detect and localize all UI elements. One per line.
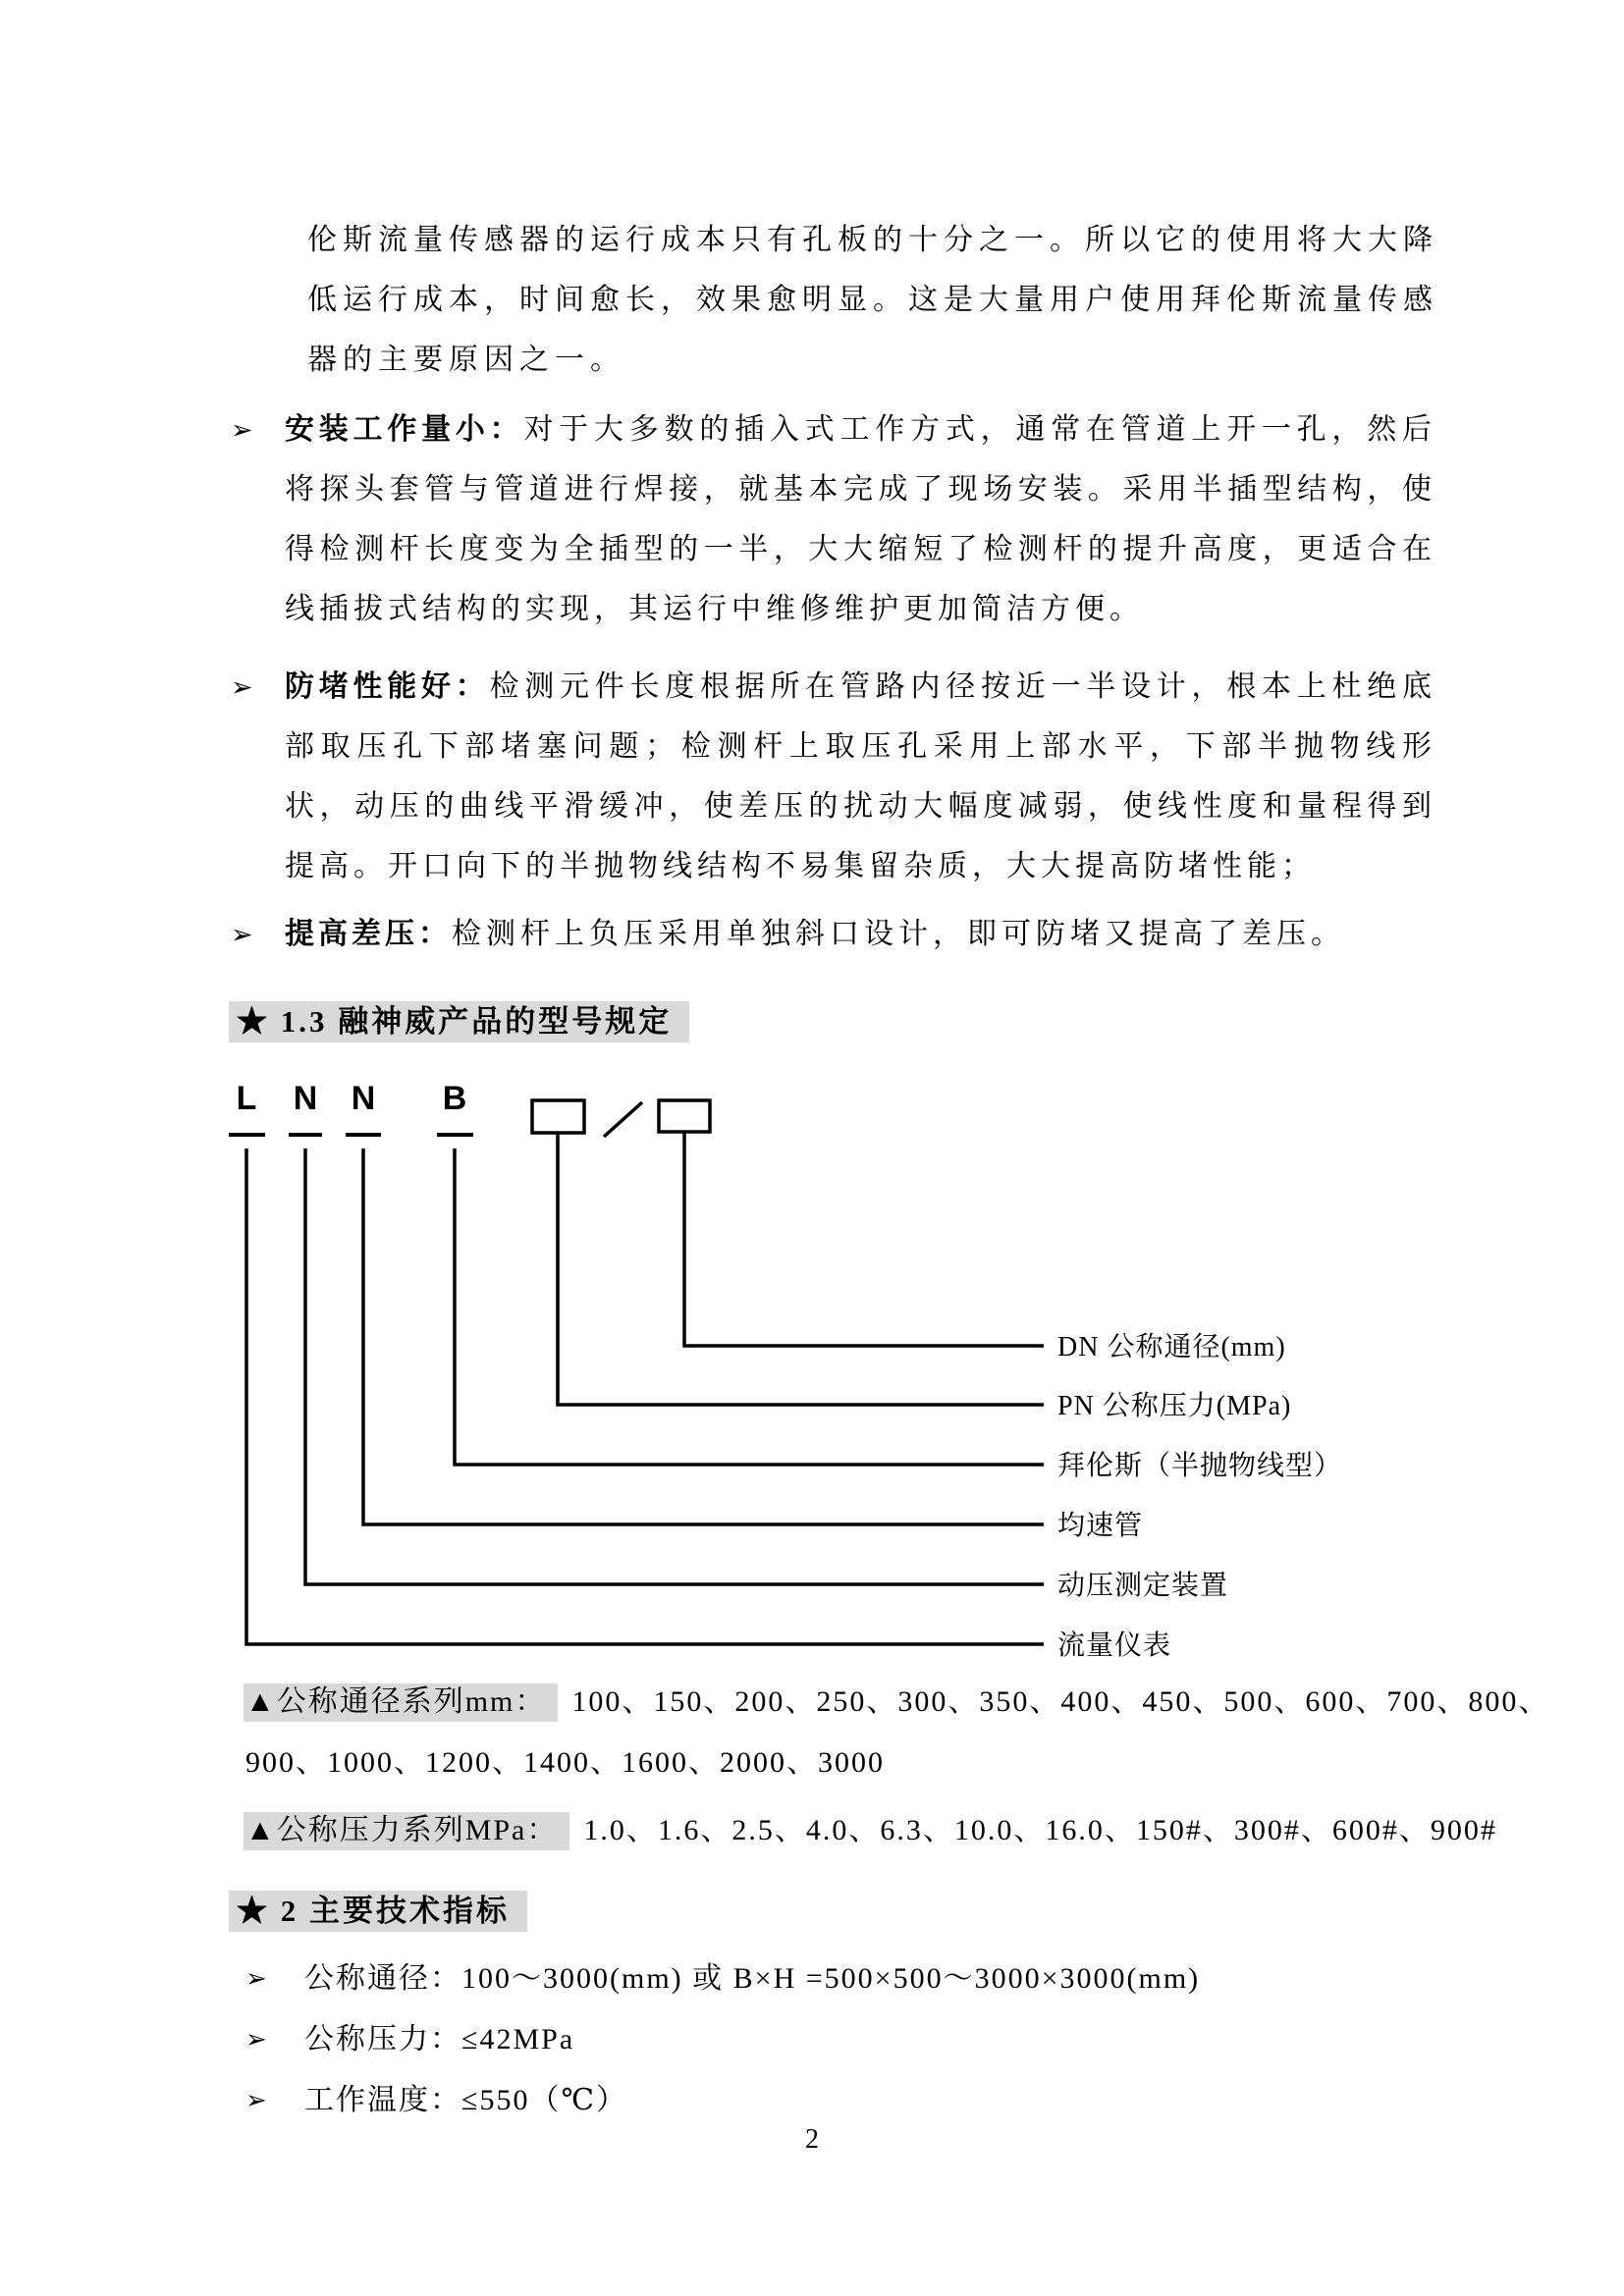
connector-line-n2 — [363, 1148, 1044, 1524]
diagram-label-dn-diameter: DN 公称通径(mm) — [1057, 1332, 1286, 1362]
connector-line-dn — [684, 1132, 1044, 1346]
diameter-series-row — [244, 1681, 1549, 1724]
arrow-bullet-icon: ➢ — [245, 1964, 269, 1994]
arrow-bullet-icon: ➢ — [245, 2025, 269, 2055]
model-code-diagram — [0, 1070, 1624, 1688]
connector-line-l — [246, 1148, 1044, 1644]
code-letter-l: L — [236, 1080, 257, 1117]
connector-line-b — [455, 1148, 1044, 1465]
feature-bullet-diffpressure — [231, 904, 1436, 964]
arrow-bullet-icon: ➢ — [231, 672, 253, 703]
diagram-label-flow-instrument: 流量仪表 — [1057, 1630, 1172, 1661]
section-heading-model-designation: ★ 1.3 融神威产品的型号规定 — [229, 1001, 689, 1042]
pressure-series-label: ▲公称压力系列MPa： — [244, 1812, 569, 1850]
diagram-label-averaging-tube: 均速管 — [1057, 1511, 1144, 1541]
feature-text: 检测元件长度根据所在管路内径按近一半设计，根本上杜绝底部取压孔下部堵塞问题；检测杆上取压孔采用上部水平，下部半抛物线形状，动压的曲线平滑缓冲，使差压的扰动大幅度减弱，使线性度和量程得到提高。开口向下的半抛物线结构不易集留杂质，大大提高防堵性能； — [285, 670, 1436, 882]
pressure-series-row — [244, 1809, 1497, 1852]
diagram-label-pn-pressure: PN 公称压力(MPa) — [1057, 1391, 1292, 1421]
spec-text: 工作温度：≤550（℃） — [304, 2084, 628, 2116]
connector-line-n1 — [305, 1148, 1044, 1584]
dn-value-box — [659, 1100, 710, 1132]
pressure-series-values: 1.0、1.6、2.5、4.0、6.3、10.0、16.0、150#、300#、600#、900# — [583, 1814, 1497, 1846]
feature-term: 安装工作量小： — [285, 413, 524, 446]
intro-paragraph: 伦斯流量传感器的运行成本只有孔板的十分之一。所以它的使用将大大降低运行成本，时间愈长，效果愈明显。这是大量用户使用拜伦斯流量传感器的主要原因之一。 — [307, 224, 1438, 376]
diameter-series-values-cont: 900、1000、1200、1400、1600、2000、3000 — [245, 1746, 885, 1779]
pn-value-box — [532, 1100, 584, 1133]
spec-item-diameter — [245, 1957, 1434, 2001]
diagram-label-dynamic-pressure-device: 动压测定装置 — [1057, 1571, 1229, 1601]
feature-text: 检测杆上负压采用单独斜口设计，即可防堵又提高了差压。 — [452, 918, 1345, 950]
connector-line-pn — [558, 1133, 1044, 1405]
slash-divider — [604, 1102, 642, 1137]
arrow-bullet-icon: ➢ — [231, 920, 253, 950]
feature-term: 提高差压： — [285, 918, 452, 950]
code-letter-n1: N — [293, 1080, 318, 1117]
code-letter-b: B — [442, 1080, 467, 1117]
spec-item-temperature — [245, 2079, 1434, 2122]
arrow-bullet-icon: ➢ — [231, 415, 253, 446]
diameter-series-label: ▲公称通径系列mm： — [244, 1683, 558, 1722]
diagram-label-bailunsi-type: 拜伦斯（半抛物线型） — [1057, 1451, 1343, 1481]
feature-text: 对于大多数的插入式工作方式，通常在管道上开一孔，然后将探头套管与管道进行焊接，就基本完成了现场安装。采用半插型结构，使得检测杆长度变为全插型的一半，大大缩短了检测杆的提升高度，更适合在线插拔式结构的实现，其运行中维修维护更加简洁方便。 — [285, 413, 1436, 625]
spec-text: 公称通径：100～3000(mm) 或 B×H =500×500～3000×3000(mm) — [304, 1962, 1201, 1995]
arrow-bullet-icon: ➢ — [245, 2086, 269, 2115]
page-number: 2 — [805, 2124, 819, 2155]
spec-item-pressure — [245, 2018, 1434, 2061]
spec-text: 公称压力：≤42MPa — [304, 2023, 575, 2056]
feature-bullet-install — [231, 400, 1436, 639]
section-heading-technical-specs: ★ 2 主要技术指标 — [229, 1891, 527, 1932]
code-letter-n2: N — [351, 1080, 376, 1117]
diameter-series-values: 100、150、200、250、300、350、400、450、500、600、700、800、 — [571, 1685, 1550, 1718]
feature-term: 防堵性能好： — [285, 670, 490, 703]
feature-bullet-antiblock — [231, 657, 1436, 896]
